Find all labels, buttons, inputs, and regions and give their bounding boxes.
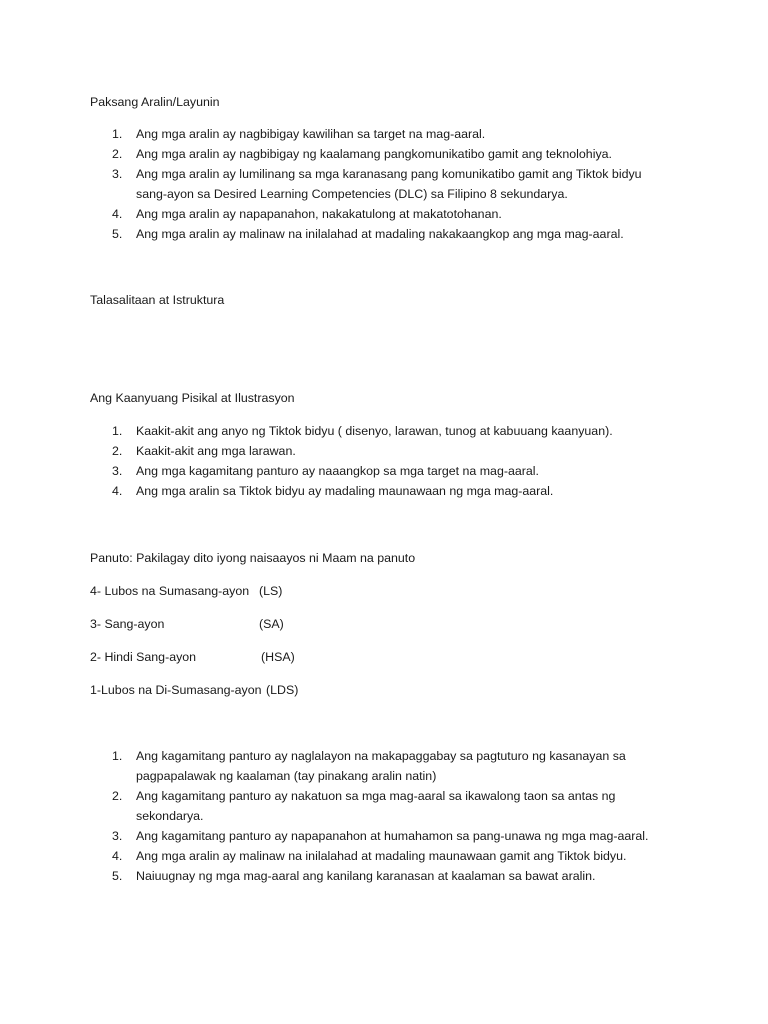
list-item-text: Ang mga aralin ay nagbibigay ng kaalamang pangkomunikatibo gamit ang teknolohiya. [136,147,612,161]
list-number: 5. [112,869,123,883]
list-number: 1. [112,424,123,438]
list-item [90,481,670,501]
list-number: 3. [112,167,123,181]
list-item-text: Ang kagamitang panturo ay napapanahon at humahamon sa pang-unawa ng mga mag-aaral. [136,829,649,843]
rating-scale-label: 2- Hindi Sang-ayon [90,650,197,664]
list-item-text: Ang kagamitang panturo ay naglalayon na makapaggabay sa pagtuturo ng kasanayan sa pagpapalawak ng kaalaman (tay pinakang aralin natin) [136,749,626,783]
list-number: 3. [112,464,123,478]
list-item-text: Naiuugnay ng mga mag-aaral ang kanilang karanasan at kaalaman sa bawat aralin. [136,869,596,883]
list-number: 4. [112,207,123,221]
list-item-text: Ang mga kagamitang panturo ay naaangkop sa mga target na mag-aaral. [136,464,539,478]
list-item [90,164,670,204]
rating-scale-label: 3- Sang-ayon [90,617,165,631]
rating-scale-row [90,647,295,667]
rating-scale-code: (LDS) [266,683,299,697]
list-number: 5. [112,227,123,241]
list-number: 2. [112,444,123,458]
rating-scale-row [90,680,299,700]
list-item-text: Ang mga aralin ay malinaw na inilalahad at madaling maunawaan gamit ang Tiktok bidyu. [136,849,627,863]
list-item [90,746,670,786]
list-number: 3. [112,829,123,843]
rating-scale-code: (SA) [259,617,284,631]
list-item [90,204,670,224]
list-item [90,866,670,886]
rating-scale-row [90,614,284,634]
list-item-text: Ang mga aralin ay lumilinang sa mga karanasang pang komunikatibo gamit ang Tiktok bidyu sang-ayon sa Desired Learning Competencies (DLC) sa Filipino 8 sekundarya. [136,167,642,201]
list-number: 2. [112,147,123,161]
list-number: 4. [112,484,123,498]
list-item [90,441,670,461]
list-item [90,224,670,244]
list-item [90,421,670,441]
objectives-list [90,124,670,244]
section-heading-kaanyuang-pisikal: Ang Kaanyuang Pisikal at Ilustrasyon [90,391,295,405]
panuto-instructions: Panuto: Pakilagay dito iyong naisaayos ni Maam na panuto [90,551,416,565]
rating-scale-row [90,581,283,601]
section-heading-paksang-aralin: Paksang Aralin/Layunin [90,95,220,109]
list-item-text: Ang mga aralin sa Tiktok bidyu ay madaling maunawaan ng mga mag-aaral. [136,484,554,498]
rating-scale-code: (HSA) [261,650,295,664]
rating-scale-label: 4- Lubos na Sumasang-ayon [90,584,250,598]
list-number: 1. [112,127,123,141]
list-item [90,786,670,826]
criteria-list [90,746,670,886]
list-item-text: Kaakit-akit ang mga larawan. [136,444,296,458]
rating-scale-label: 1-Lubos na Di-Sumasang-ayon [90,683,262,697]
list-item [90,144,670,164]
physical-appearance-list [90,421,670,501]
list-item-text: Ang mga aralin ay malinaw na inilalahad at madaling nakakaangkop ang mga mag-aaral. [136,227,624,241]
list-item [90,846,670,866]
list-item-text: Ang kagamitang panturo ay nakatuon sa mga mag-aaral sa ikawalong taon sa antas ng sekondarya. [136,789,616,823]
list-number: 2. [112,789,123,803]
list-item-text: Kaakit-akit ang anyo ng Tiktok bidyu ( disenyo, larawan, tunog at kabuuang kaanyuan). [136,424,613,438]
list-item-text: Ang mga aralin ay napapanahon, nakakatulong at makatotohanan. [136,207,502,221]
list-number: 4. [112,849,123,863]
section-heading-talasalitaan: Talasalitaan at Istruktura [90,293,225,307]
list-item [90,826,670,846]
list-item [90,124,670,144]
list-item [90,461,670,481]
list-number: 1. [112,749,123,763]
list-item-text: Ang mga aralin ay nagbibigay kawilihan sa target na mag-aaral. [136,127,486,141]
rating-scale-code: (LS) [259,584,283,598]
